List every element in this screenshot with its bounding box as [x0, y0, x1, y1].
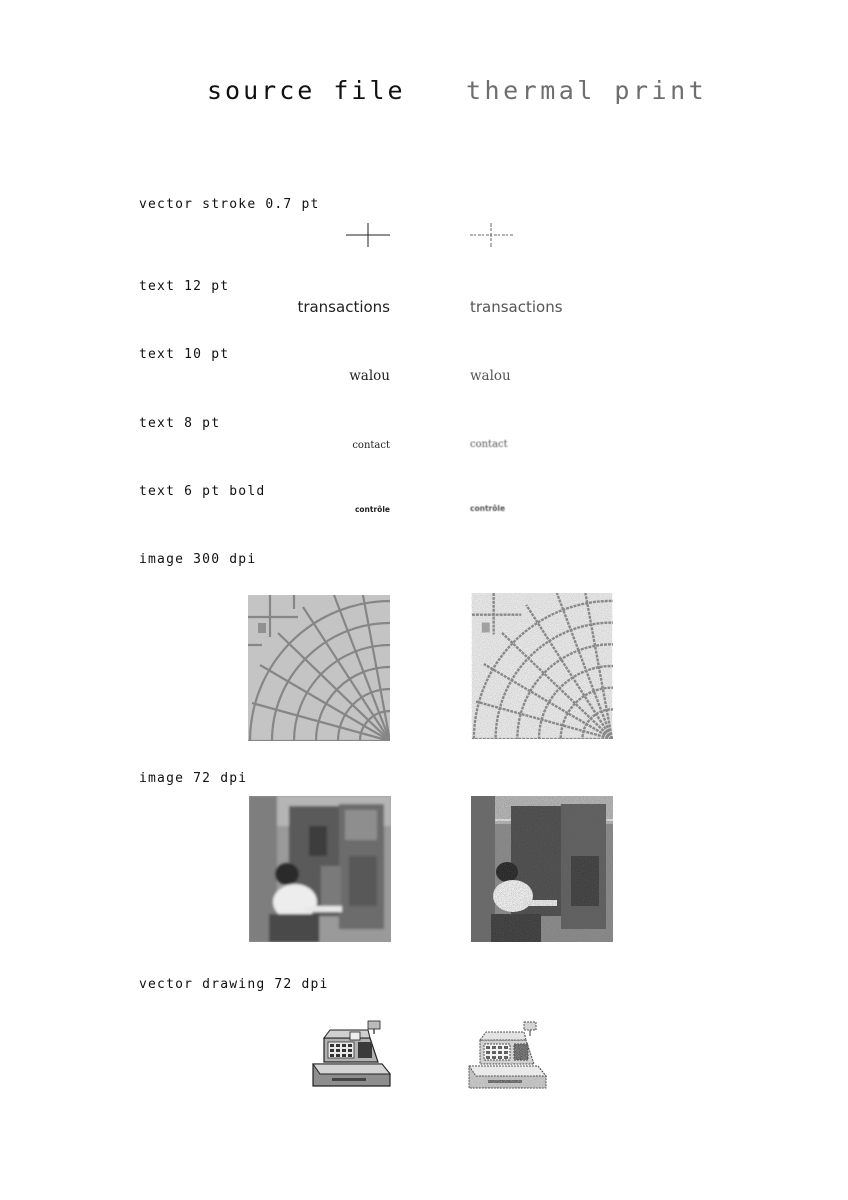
row-label-image-72dpi: image 72 dpi — [139, 771, 248, 786]
sample-text-6pt-thermal: contrôle — [470, 504, 506, 513]
sample-text-8pt-source: contact — [352, 440, 390, 451]
crosshair-thermal — [469, 222, 515, 248]
source-file-heading: source file — [207, 76, 406, 105]
row-label-text-10pt: text 10 pt — [139, 347, 230, 362]
row-label-text-6pt-bold: text 6 pt bold — [139, 484, 266, 499]
paving-stones-image-thermal — [471, 593, 613, 739]
person-at-machine-image-source — [249, 796, 391, 942]
crosshair-source — [345, 222, 391, 248]
person-at-machine-image-thermal — [471, 796, 613, 942]
sample-text-10pt-thermal: walou — [470, 368, 511, 384]
cash-register-drawing-thermal — [466, 1018, 548, 1090]
sample-text-8pt-thermal: contact — [470, 439, 508, 450]
row-label-image-300dpi: image 300 dpi — [139, 552, 257, 567]
row-label-text-8pt: text 8 pt — [139, 416, 221, 431]
row-label-vector-stroke: vector stroke 0.7 pt — [139, 197, 320, 212]
sample-text-12pt-thermal: transactions — [470, 298, 563, 316]
sample-text-6pt-source: contrôle — [354, 505, 390, 514]
sample-text-12pt-source: transactions — [297, 298, 390, 316]
sample-text-10pt-source: walou — [349, 368, 390, 384]
paving-stones-image-source — [248, 595, 390, 741]
row-label-vector-drawing-72dpi: vector drawing 72 dpi — [139, 977, 329, 992]
row-label-text-12pt: text 12 pt — [139, 279, 230, 294]
thermal-print-heading: thermal print — [466, 76, 708, 105]
cash-register-drawing-source — [310, 1018, 392, 1088]
